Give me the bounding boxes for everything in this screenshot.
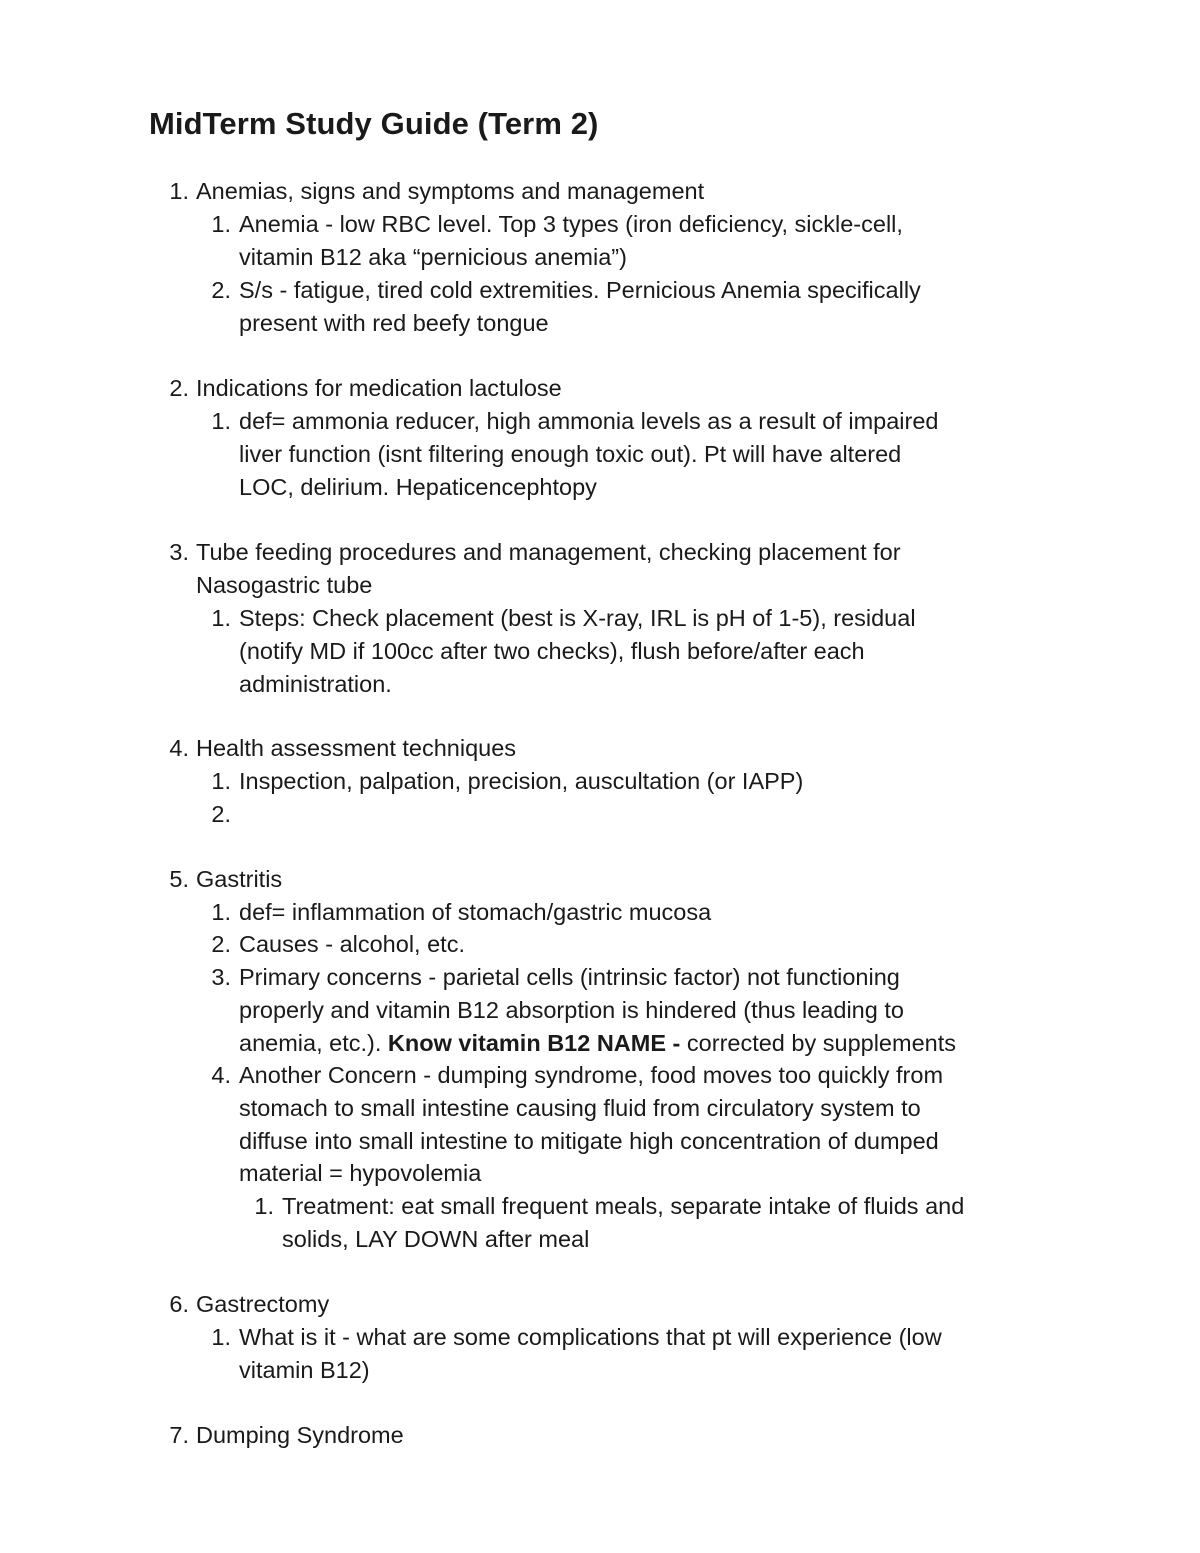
item-line: def= ammonia reducer, high ammonia levels as a result of impaired <box>239 408 939 434</box>
item-line-text: corrected by supplements <box>680 1030 956 1056</box>
section-number: 6. <box>169 1291 189 1317</box>
section-number: 3. <box>169 539 189 565</box>
section-heading: Indications for medication lactulose <box>196 375 562 401</box>
page-title: MidTerm Study Guide (Term 2) <box>149 106 599 141</box>
item-line-mixed <box>239 1028 956 1058</box>
item-number: 2. <box>211 801 231 827</box>
section-number: 5. <box>169 866 189 892</box>
item-number: 1. <box>211 768 231 794</box>
section-heading: Anemias, signs and symptoms and management <box>196 178 705 204</box>
section-heading: Tube feeding procedures and management, checking placement for <box>196 539 901 565</box>
item-line: def= inflammation of stomach/gastric mucosa <box>239 899 712 925</box>
item-line: Anemia - low RBC level. Top 3 types (iron deficiency, sickle-cell, <box>239 211 903 237</box>
section-heading: Nasogastric tube <box>196 572 373 598</box>
section-heading: Dumping Syndrome <box>196 1422 404 1448</box>
item-number: 2. <box>211 931 231 957</box>
item-number: 2. <box>211 277 231 303</box>
item-line-text: anemia, etc.). <box>239 1030 388 1056</box>
item-number: 4. <box>211 1062 231 1088</box>
item-line: liver function (isnt filtering enough toxic out). Pt will have altered <box>239 441 902 467</box>
sub-item-number: 1. <box>254 1193 274 1219</box>
item-number: 1. <box>211 1324 231 1350</box>
section-number: 1. <box>169 178 189 204</box>
sub-item-line: solids, LAY DOWN after meal <box>282 1226 590 1252</box>
item-line: Inspection, palpation, precision, auscultation (or IAPP) <box>239 768 804 794</box>
section-heading: Health assessment techniques <box>196 735 517 761</box>
item-number: 1. <box>211 605 231 631</box>
item-line: LOC, delirium. Hepaticencephtopy <box>239 474 597 500</box>
item-number: 1. <box>211 211 231 237</box>
item-line: properly and vitamin B12 absorption is hindered (thus leading to <box>239 997 904 1023</box>
sub-item-line: Treatment: eat small frequent meals, separate intake of fluids and <box>282 1193 965 1219</box>
item-line: present with red beefy tongue <box>239 310 549 336</box>
section-number: 4. <box>169 735 189 761</box>
item-line: Another Concern - dumping syndrome, food moves too quickly from <box>239 1062 944 1088</box>
item-line: Causes - alcohol, etc. <box>239 931 465 957</box>
item-number: 1. <box>211 899 231 925</box>
emphasis-text: Know vitamin B12 NAME - <box>387 1030 681 1056</box>
item-line: material = hypovolemia <box>239 1160 482 1186</box>
item-line: Primary concerns - parietal cells (intrinsic factor) not functioning <box>239 964 900 990</box>
item-line: vitamin B12) <box>239 1357 370 1383</box>
section-number: 2. <box>169 375 189 401</box>
item-line: (notify MD if 100cc after two checks), flush before/after each <box>239 638 865 664</box>
item-line: S/s - fatigue, tired cold extremities. Pernicious Anemia specifically <box>239 277 921 303</box>
section-heading: Gastritis <box>196 866 283 892</box>
item-line: Steps: Check placement (best is X-ray, IRL is pH of 1-5), residual <box>239 605 916 631</box>
item-line: vitamin B12 aka “pernicious anemia”) <box>239 244 627 270</box>
item-number: 1. <box>211 408 231 434</box>
item-line: administration. <box>239 671 392 697</box>
item-line: diffuse into small intestine to mitigate high concentration of dumped <box>239 1128 939 1154</box>
section-heading: Gastrectomy <box>196 1291 330 1317</box>
item-number: 3. <box>211 964 231 990</box>
item-line: stomach to small intestine causing fluid from circulatory system to <box>239 1095 921 1121</box>
item-line: What is it - what are some complications that pt will experience (low <box>239 1324 942 1350</box>
section-number: 7. <box>169 1422 189 1448</box>
